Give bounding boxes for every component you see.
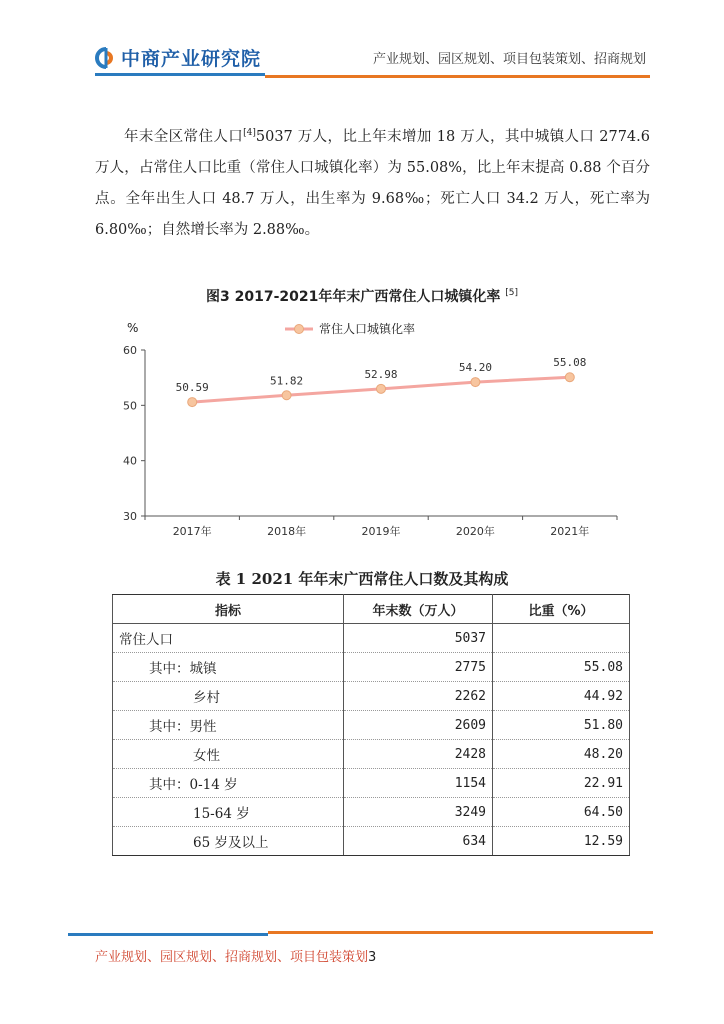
row-share: 12.59 xyxy=(493,827,630,856)
row-label: 常住人口 xyxy=(113,624,344,653)
data-point xyxy=(471,378,480,387)
y-tick-label: 30 xyxy=(123,510,137,523)
row-value: 2775 xyxy=(344,653,493,682)
table-row xyxy=(113,624,630,653)
data-label: 50.59 xyxy=(175,381,209,395)
row-value: 2262 xyxy=(344,682,493,711)
row-share: 48.20 xyxy=(493,740,630,769)
table-row xyxy=(113,682,630,711)
paragraph-text-start: 年末全区常住人口 xyxy=(124,129,244,145)
row-label: 女性 xyxy=(113,740,344,769)
row-value: 634 xyxy=(344,827,493,856)
x-tick-label: 2019年 xyxy=(361,525,401,538)
figure-title xyxy=(0,286,724,306)
header-divider-orange xyxy=(265,75,650,78)
row-label: 其中：男性 xyxy=(113,711,344,740)
row-value: 1154 xyxy=(344,769,493,798)
data-point xyxy=(282,391,291,400)
table-row xyxy=(113,653,630,682)
x-tick-label: 2017年 xyxy=(172,525,212,538)
footer-divider-orange xyxy=(268,931,653,934)
row-share: 55.08 xyxy=(493,653,630,682)
row-label: 其中：0-14 岁 xyxy=(113,769,344,798)
data-point xyxy=(188,398,197,407)
row-label: 其中：城镇 xyxy=(113,653,344,682)
row-share: 22.91 xyxy=(493,769,630,798)
x-tick-label: 2021年 xyxy=(550,525,590,538)
y-axis-unit: % xyxy=(127,321,139,335)
row-share: 64.50 xyxy=(493,798,630,827)
data-label: 51.82 xyxy=(270,374,304,388)
table-row xyxy=(113,740,630,769)
chart-series xyxy=(176,356,587,406)
logo xyxy=(95,44,261,71)
table-row xyxy=(113,769,630,798)
logo-icon xyxy=(95,47,117,69)
table-title: 表 1 2021 年年末广西常住人口数及其构成 xyxy=(215,570,509,588)
footnote-ref-4[interactable]: [4] xyxy=(243,128,256,138)
table-row xyxy=(113,827,630,856)
footer-divider-blue xyxy=(68,933,268,936)
body-paragraph xyxy=(95,118,650,246)
y-tick-label: 50 xyxy=(123,399,137,413)
row-value: 2428 xyxy=(344,740,493,769)
legend-label: 常住人口城镇化率 xyxy=(319,322,416,336)
page-footer xyxy=(95,946,376,965)
data-label: 52.98 xyxy=(364,367,398,381)
chart-legend xyxy=(285,321,415,336)
page-header xyxy=(0,0,724,90)
col-header-share: 比重（%） xyxy=(493,595,630,624)
row-value: 3249 xyxy=(344,798,493,827)
footnote-ref-5[interactable]: [5] xyxy=(505,288,518,298)
header-divider-blue xyxy=(95,73,265,76)
y-tick-label: 60 xyxy=(123,344,137,357)
table-row xyxy=(113,798,630,827)
table-header-row xyxy=(113,595,630,624)
table-row xyxy=(113,711,630,740)
urbanization-line-chart xyxy=(95,310,655,550)
row-value: 2609 xyxy=(344,711,493,740)
row-label: 65 岁及以上 xyxy=(113,827,344,856)
col-header-value: 年末数（万人） xyxy=(344,595,493,624)
population-table xyxy=(112,594,630,856)
footer-text: 产业规划、园区规划、招商规划、项目包装策划 xyxy=(95,950,369,965)
figure-title-text: 图3 2017-2021年年末广西常住人口城镇化率 xyxy=(206,289,501,305)
y-tick-label: 40 xyxy=(123,454,137,468)
data-label: 54.20 xyxy=(458,361,492,375)
row-label: 乡村 xyxy=(113,682,344,711)
row-value: 5037 xyxy=(344,624,493,653)
row-share: 51.80 xyxy=(493,711,630,740)
paragraph-text-rest: 5037 万人，比上年末增加 18 万人，其中城镇人口 2774.6 万人，占常住人口比重（常住人口城镇化率）为 55.08%，比上年末提高 0.88 个百分点。全年出生人口 48.7 万人，出生率为 9.68‰；死亡人口 34.2 万人，死亡率为 6.80‰；自然增长率为 2.88‰。 xyxy=(95,129,650,238)
logo-text: 中商产业研究院 xyxy=(121,48,262,70)
legend-marker-swatch xyxy=(295,325,304,334)
page-number: 3 xyxy=(368,950,377,965)
x-tick-label: 2018年 xyxy=(267,525,307,538)
data-point xyxy=(565,373,574,382)
header-tagline: 产业规划、园区规划、项目包装策划、招商规划 xyxy=(372,52,646,67)
data-label: 55.08 xyxy=(553,356,587,370)
x-tick-label: 2020年 xyxy=(455,525,495,538)
row-label: 15-64 岁 xyxy=(113,798,344,827)
row-share xyxy=(493,624,630,653)
row-share: 44.92 xyxy=(493,682,630,711)
col-header-indicator: 指标 xyxy=(113,595,344,624)
data-point xyxy=(377,384,386,393)
